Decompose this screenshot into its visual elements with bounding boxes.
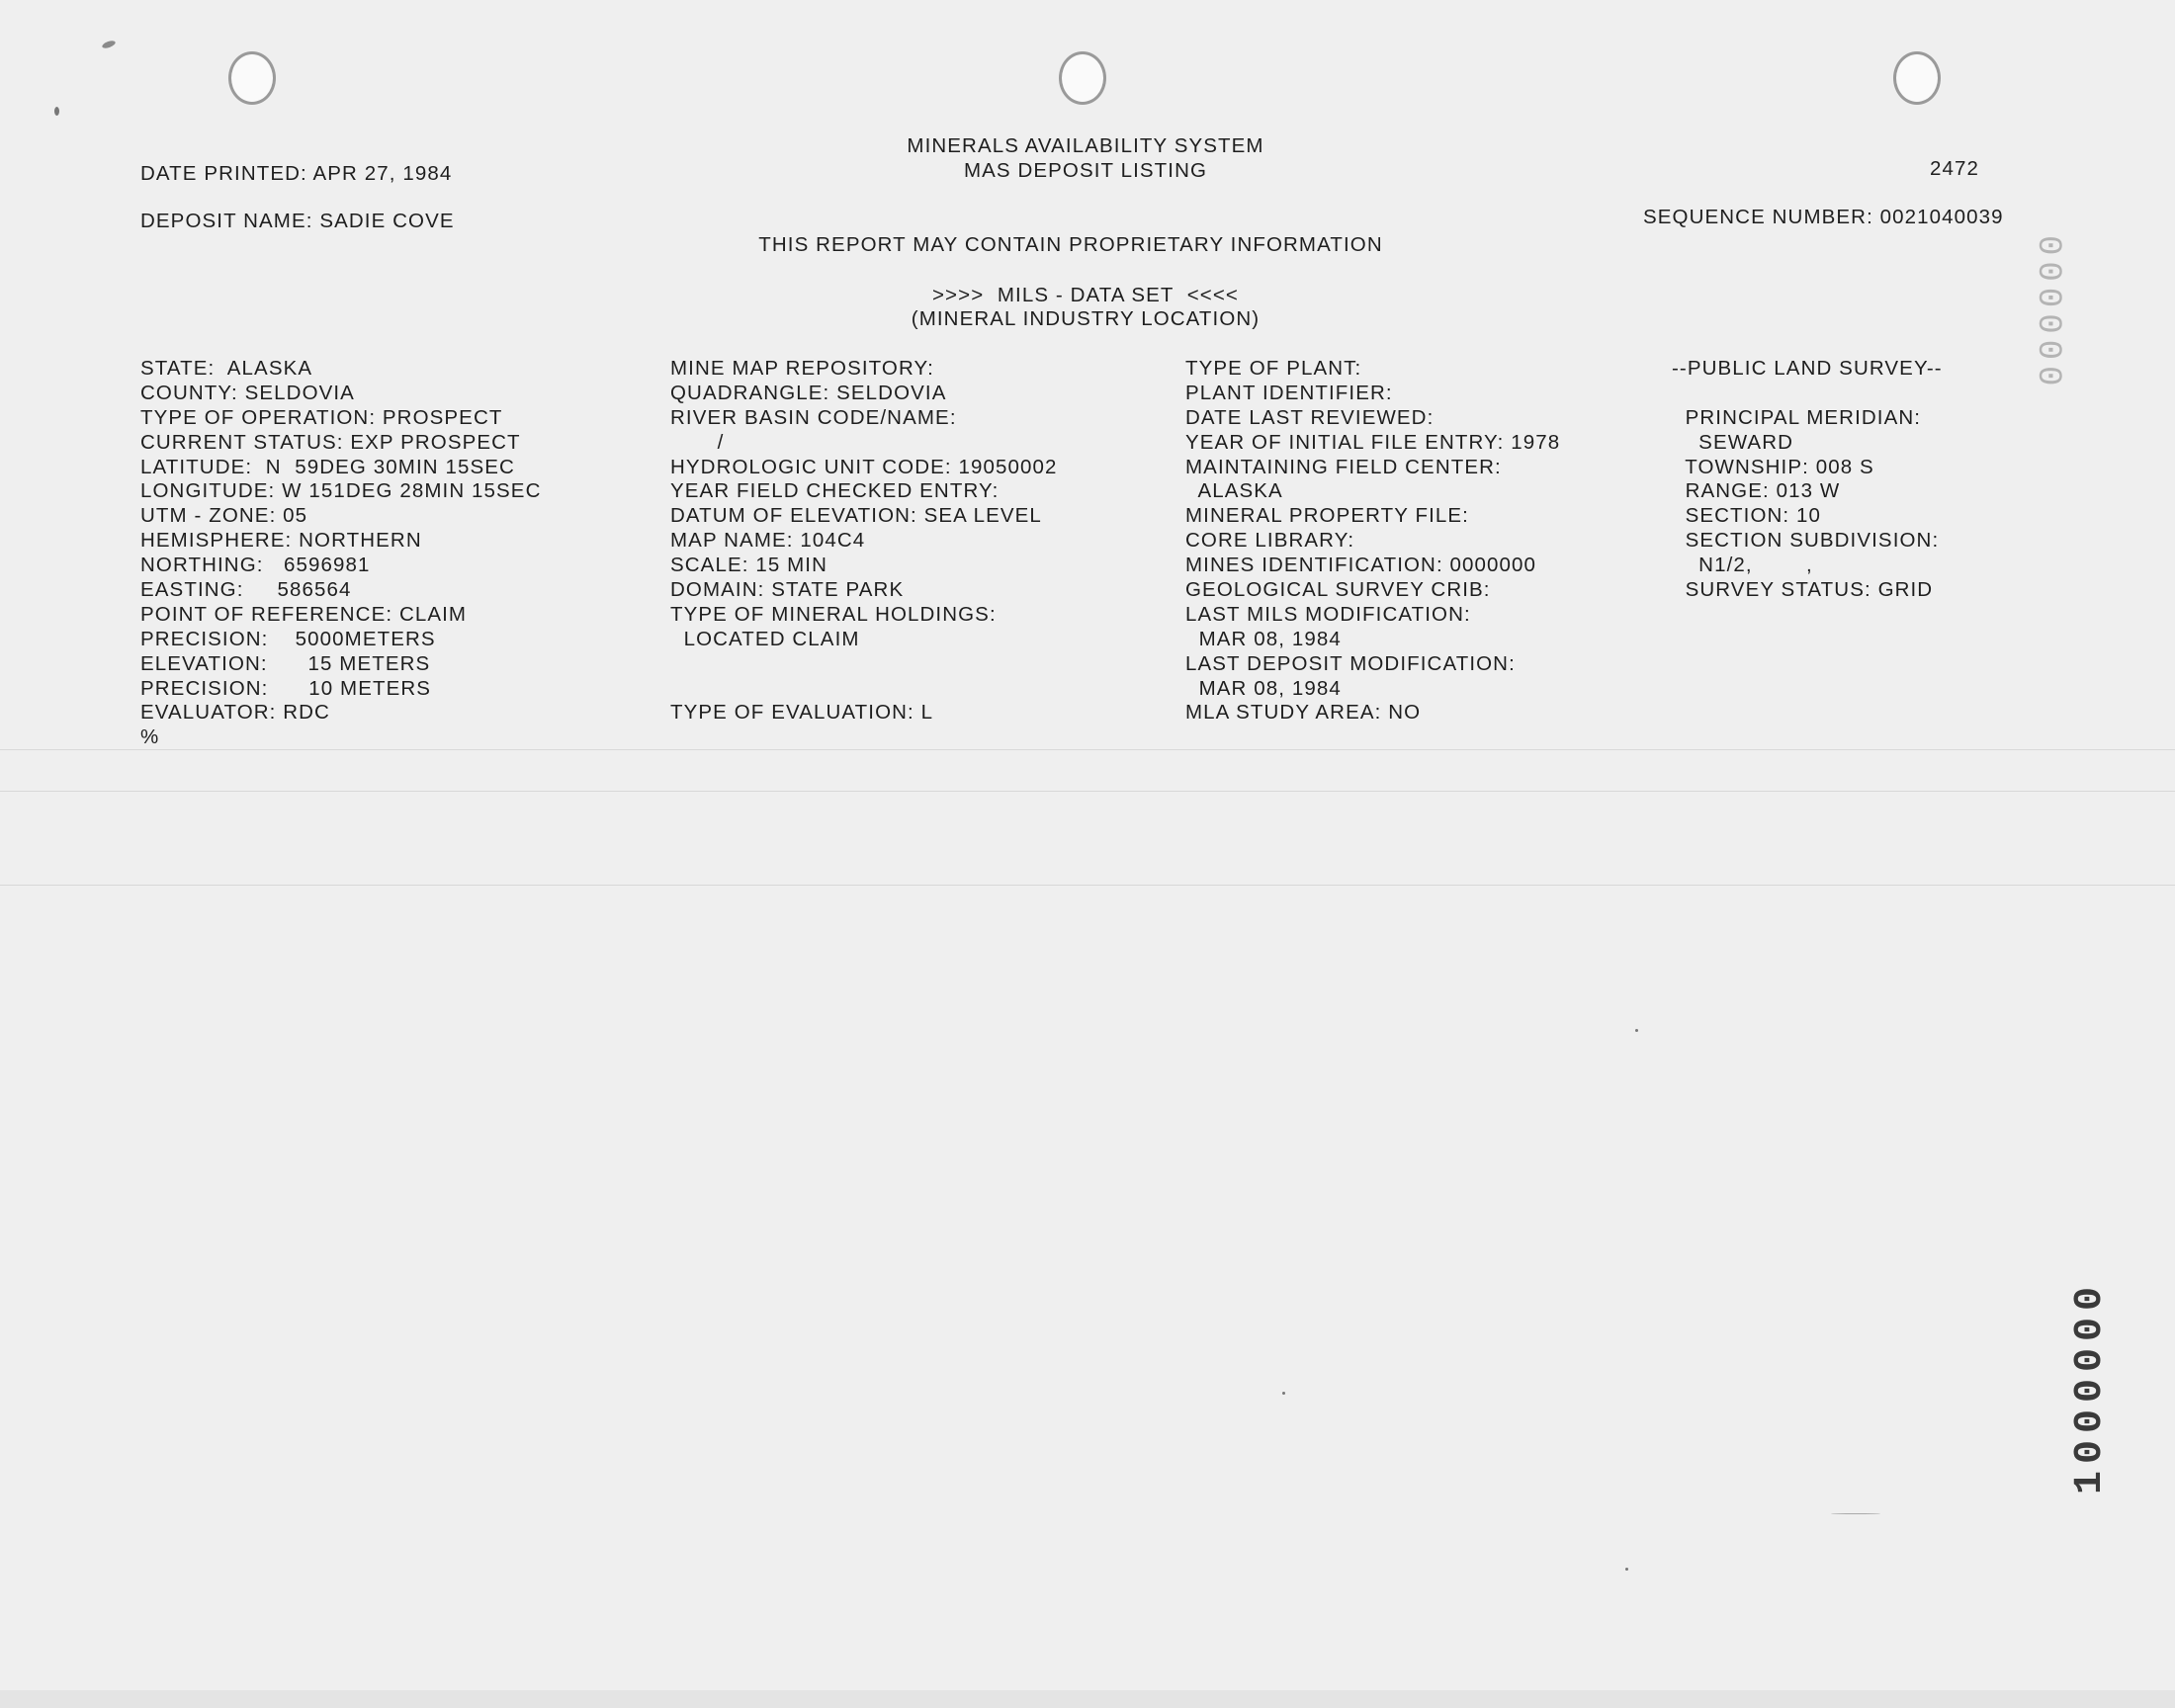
listing-title (0, 158, 2175, 183)
field-line: TYPE OF MINERAL HOLDINGS: (670, 602, 997, 626)
plant-column (1185, 357, 1560, 726)
field-line: SECTION SUBDIVISION: (1672, 529, 1940, 553)
scan-speck (1635, 1029, 1638, 1032)
field-line (1672, 382, 1943, 406)
field-line: NORTHING: 6596981 (140, 554, 371, 577)
data-set-title-text: >>>> MILS - DATA SET <<<< (931, 284, 1239, 306)
fold-line (0, 791, 2175, 792)
proprietary-notice (0, 232, 2175, 257)
scan-speck (1831, 1513, 1880, 1514)
field-line: N1/2, , (1672, 554, 1813, 577)
field-line: POINT OF REFERENCE: CLAIM (140, 602, 468, 626)
field-line: MAR 08, 1984 (1185, 627, 1342, 650)
field-line: GEOLOGICAL SURVEY CRIB: (1185, 578, 1491, 602)
field-line: MAINTAINING FIELD CENTER: (1185, 455, 1502, 478)
field-line: EASTING: 586564 (140, 578, 352, 602)
field-line: SECTION: 10 (1672, 504, 1822, 528)
punch-hole-center (1059, 51, 1106, 105)
field-line: % (140, 726, 160, 749)
field-line: YEAR FIELD CHECKED ENTRY: (670, 479, 1000, 503)
deposit-name: DEPOSIT NAME: SADIE COVE (140, 210, 455, 232)
field-line: UTM - ZONE: 05 (140, 504, 308, 528)
punch-hole-right (1893, 51, 1941, 105)
field-line: DATUM OF ELEVATION: SEA LEVEL (670, 504, 1042, 528)
scan-speck (1625, 1568, 1628, 1571)
field-line: PRECISION: 10 METERS (140, 676, 432, 700)
field-line: CORE LIBRARY: (1185, 529, 1355, 553)
field-line: HEMISPHERE: NORTHERN (140, 529, 422, 553)
sequence-number: SEQUENCE NUMBER: 0021040039 (1643, 206, 2004, 228)
field-line: LONGITUDE: W 151DEG 28MIN 15SEC (140, 479, 542, 503)
field-line: TOWNSHIP: 008 S (1672, 455, 1874, 478)
field-line: DOMAIN: STATE PARK (670, 578, 905, 602)
field-line: / (670, 430, 725, 454)
field-line: LOCATED CLAIM (670, 627, 860, 650)
field-line: STATE: ALASKA (140, 357, 313, 380)
field-line: PLANT IDENTIFIER: (1185, 381, 1393, 404)
land-survey-column (1672, 357, 1943, 603)
field-line: SEWARD (1672, 430, 1793, 454)
field-line: SURVEY STATUS: GRID (1672, 578, 1934, 602)
field-line: LAST DEPOSIT MODIFICATION: (1185, 651, 1516, 675)
field-line: PRINCIPAL MERIDIAN: (1672, 405, 1922, 429)
field-line: ALASKA (1185, 479, 1283, 503)
field-line (670, 652, 1058, 677)
field-line: LAST MILS MODIFICATION: (1185, 602, 1471, 626)
field-line: MLA STUDY AREA: NO (1185, 701, 1422, 725)
field-line: HYDROLOGIC UNIT CODE: 19050002 (670, 455, 1058, 478)
field-line: COUNTY: SELDOVIA (140, 381, 355, 404)
scan-speck (1282, 1392, 1285, 1395)
field-line: DATE LAST REVIEWED: (1185, 405, 1435, 429)
system-title (0, 133, 2175, 158)
field-line (670, 677, 1058, 702)
page-bottom-edge (0, 1690, 2175, 1708)
field-line: RIVER BASIN CODE/NAME: (670, 405, 957, 429)
listing-title-text: MAS DEPOSIT LISTING (963, 159, 1208, 182)
section-heading: --PUBLIC LAND SURVEY-- (1672, 357, 1943, 380)
field-line: MINERAL PROPERTY FILE: (1185, 504, 1469, 528)
field-line: TYPE OF EVALUATION: L (670, 701, 934, 725)
field-line: PRECISION: 5000METERS (140, 627, 436, 650)
punch-hole-left (228, 51, 276, 105)
system-title-text: MINERALS AVAILABILITY SYSTEM (907, 134, 1264, 157)
frame-number-stamp-bottom: 1000000 (2068, 1279, 2113, 1494)
proprietary-notice-text: THIS REPORT MAY CONTAIN PROPRIETARY INFORMATION (758, 233, 1383, 256)
frame-number-stamp-top: 000000 (2029, 235, 2066, 392)
location-column (140, 357, 541, 750)
field-line: MINE MAP REPOSITORY: (670, 357, 934, 380)
field-line: MAP NAME: 104C4 (670, 529, 866, 553)
field-line: QUADRANGLE: SELDOVIA (670, 381, 947, 404)
page-number: 2472 (1930, 157, 1980, 180)
field-line: MAR 08, 1984 (1185, 676, 1342, 700)
field-line: YEAR OF INITIAL FILE ENTRY: 1978 (1185, 430, 1561, 454)
date-printed: DATE PRINTED: APR 27, 1984 (140, 162, 453, 185)
data-set-title (0, 283, 2175, 307)
data-set-description-text: (MINERAL INDUSTRY LOCATION) (911, 307, 1261, 330)
fold-line (0, 885, 2175, 886)
field-line: RANGE: 013 W (1672, 479, 1841, 503)
scan-speck (54, 107, 59, 116)
field-line: SCALE: 15 MIN (670, 554, 827, 577)
field-line: LATITUDE: N 59DEG 30MIN 15SEC (140, 455, 515, 478)
field-line: TYPE OF PLANT: (1185, 357, 1362, 380)
field-line: CURRENT STATUS: EXP PROSPECT (140, 430, 521, 454)
field-line: ELEVATION: 15 METERS (140, 651, 431, 675)
field-line: MINES IDENTIFICATION: 0000000 (1185, 554, 1537, 577)
field-line: EVALUATOR: RDC (140, 701, 330, 725)
field-line: TYPE OF OPERATION: PROSPECT (140, 405, 503, 429)
data-set-description (0, 306, 2175, 331)
repository-column (670, 357, 1058, 726)
